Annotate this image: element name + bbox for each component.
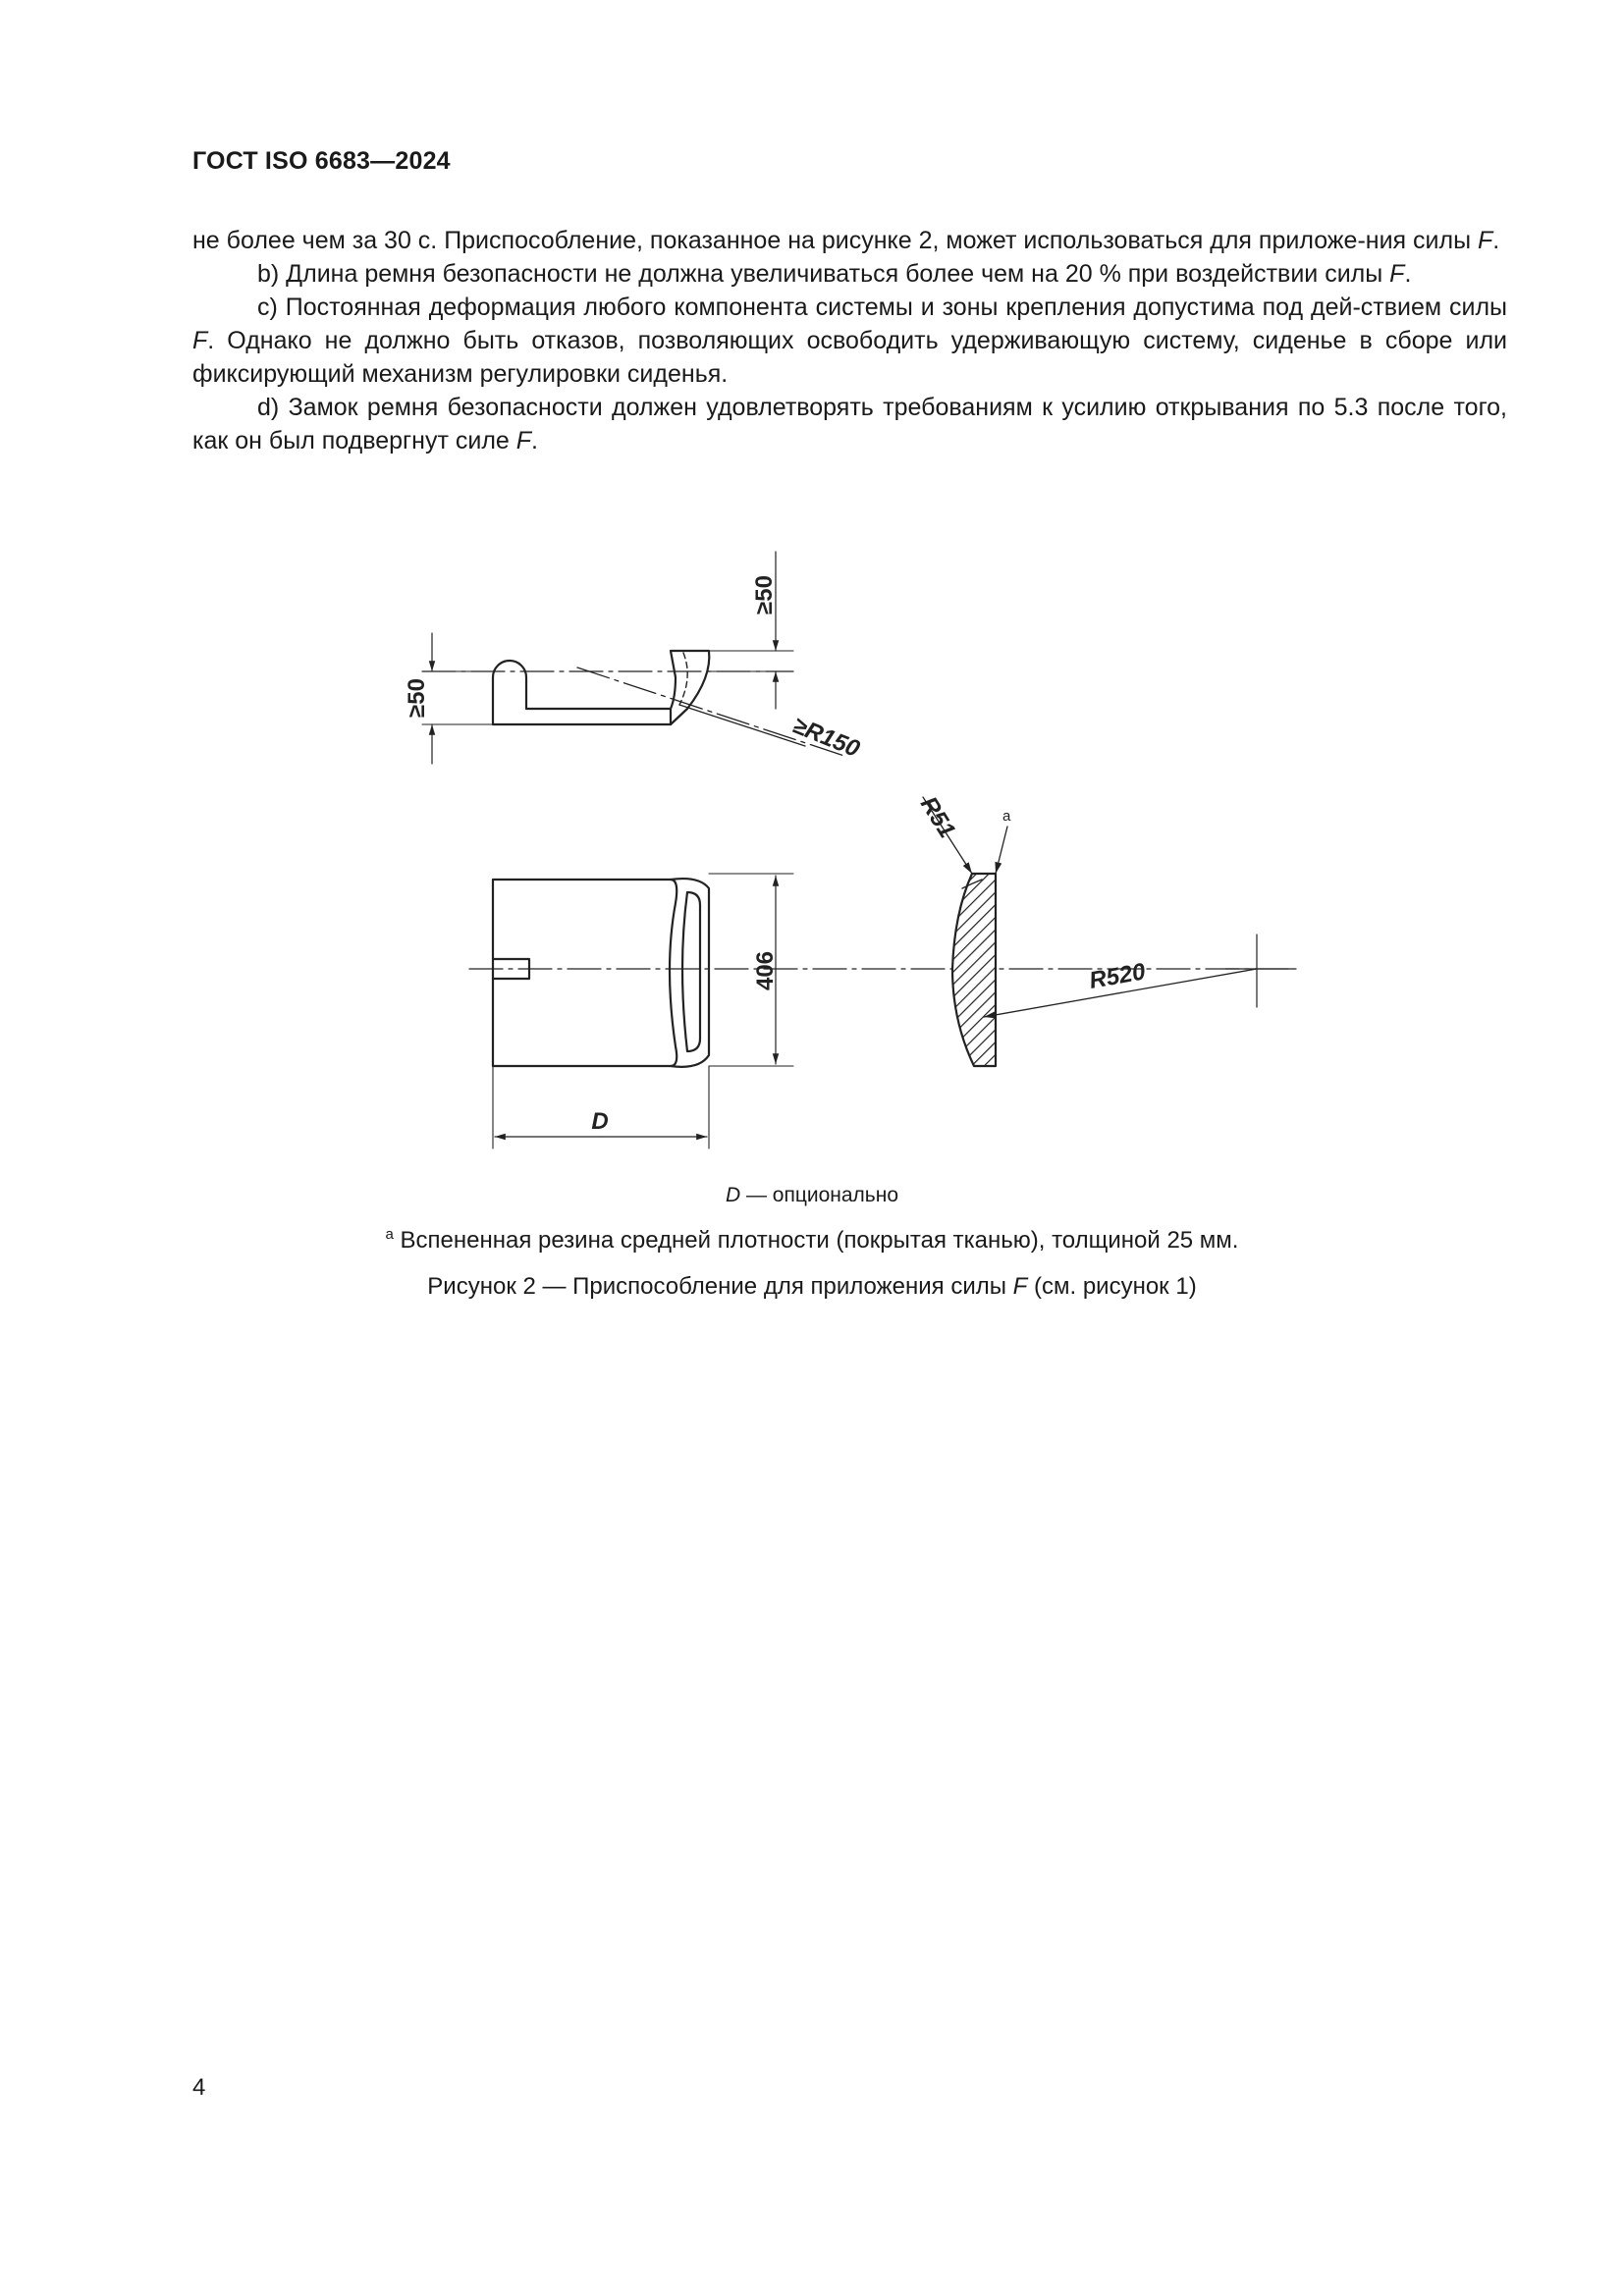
caption-d-legend — [0, 1184, 1624, 1207]
force-symbol: F — [1012, 1273, 1028, 1300]
paragraph-b — [192, 257, 1507, 291]
footnote-text: Вспененная резина средней плотности (покрытая тканью), толщиной 25 мм. — [393, 1227, 1239, 1254]
paragraph-1 — [192, 224, 1507, 257]
side-view — [422, 552, 844, 764]
caption-footnote — [0, 1226, 1624, 1255]
d-symbol: D — [725, 1184, 741, 1206]
footnote-marker: a — [385, 1226, 394, 1243]
page-number: 4 — [192, 2074, 206, 2101]
paragraph-1-end: . — [1492, 227, 1500, 254]
dim-left-height-label: ≥50 — [404, 678, 430, 718]
figure-title-end: (см. рисунок 1) — [1027, 1273, 1197, 1300]
force-symbol: F — [515, 427, 532, 454]
dim-radius-outer-label: ≥R150 — [788, 712, 864, 763]
force-symbol: F — [1477, 227, 1493, 254]
dim-radius-r51-label: R51 — [914, 791, 961, 843]
document-header: ГОСТ ISO 6683—2024 — [192, 147, 451, 175]
dim-top-height-label: ≥50 — [751, 575, 778, 614]
paragraph-d-end: . — [531, 427, 538, 454]
paragraph-d-text: d) Замок ремня безопасности должен удовлетворять требованиям к усилию открывания по 5.3 после того, как он был подвергнут силе — [192, 394, 1507, 454]
force-symbol: F — [1389, 260, 1405, 288]
section-view — [923, 797, 1294, 1066]
paragraph-c — [192, 291, 1507, 391]
dim-depth-label: D — [591, 1108, 609, 1135]
paragraph-b-text: b) Длина ремня безопасности не должна увеличиваться более чем на 20 % при воздействии силы — [257, 260, 1390, 288]
technical-drawing — [393, 540, 1316, 1168]
paragraph-d — [192, 391, 1507, 457]
force-symbol: F — [192, 327, 208, 354]
paragraph-c-end: . Однако не должно быть отказов, позволяющих освободить удерживающую систему, сиденье в сборе или фиксирующий механизм регулировки сиденья. — [192, 327, 1507, 388]
body-text — [192, 224, 1507, 457]
paragraph-c-text: c) Постоянная деформация любого компонента системы и зоны крепления допустима под дей-ствием силы — [257, 294, 1507, 321]
dim-width-label: 406 — [752, 950, 779, 991]
dim-radius-r520-label: R520 — [1087, 958, 1148, 994]
note-marker-label: a — [1002, 808, 1011, 825]
top-view — [469, 874, 1296, 1148]
figure-title — [0, 1273, 1624, 1301]
paragraph-b-end: . — [1404, 260, 1412, 288]
paragraph-1-text: не более чем за 30 с. Приспособление, показанное на рисунке 2, может использоваться для приложе-ния силы — [192, 227, 1478, 254]
figure-title-text: Рисунок 2 — Приспособление для приложения силы — [427, 1273, 1013, 1300]
d-description: — опционально — [740, 1184, 899, 1206]
